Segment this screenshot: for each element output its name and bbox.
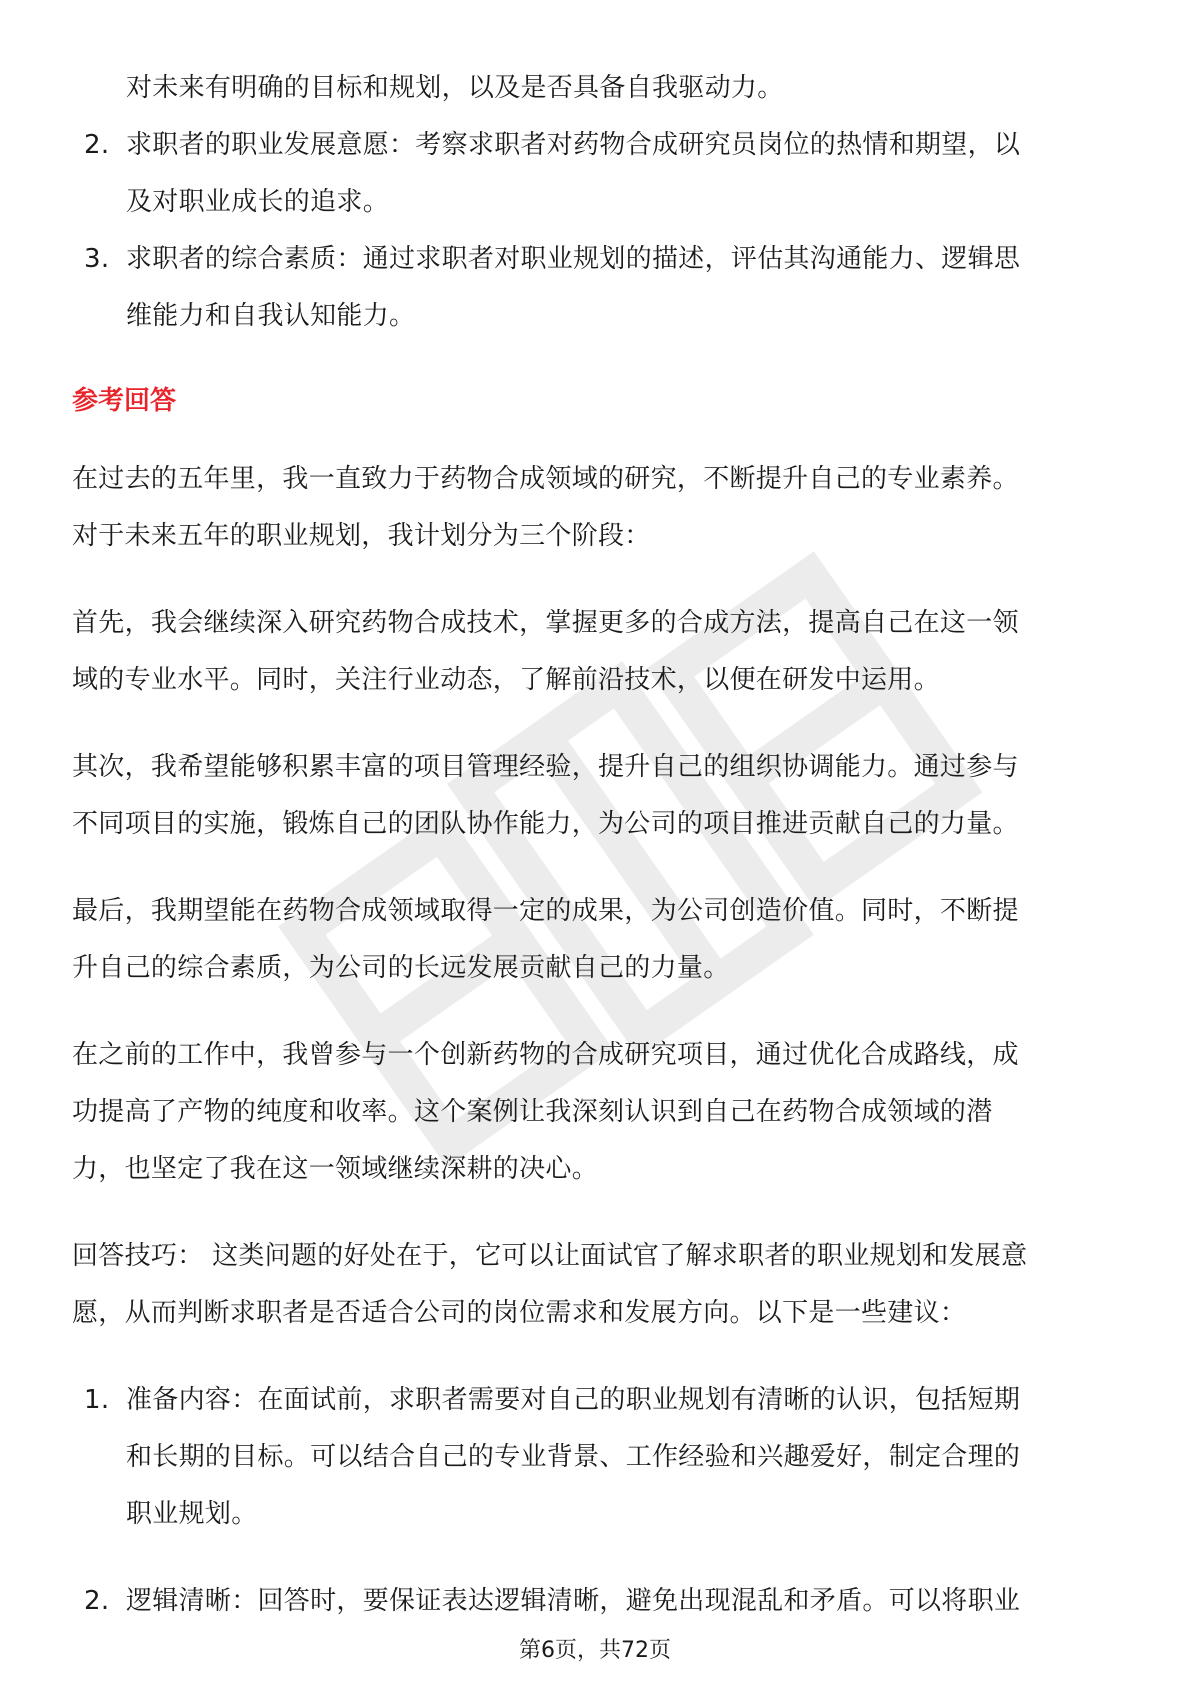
list-item (72, 1372, 1120, 1543)
list-number: 3. (84, 244, 110, 274)
paragraph (72, 595, 1120, 709)
list-line: 逻辑清晰：回答时，要保证表达逻辑清晰，避免出现混乱和矛盾。可以将职业 (126, 1586, 1021, 1616)
paragraph-line: 最后，我期望能在药物合成领域取得一定的成果，为公司创造价值。同时，不断提 (72, 896, 1019, 926)
paragraph-line: 功提高了产物的纯度和收率。这个案例让我深刻认识到自己在药物合成领域的潜 (72, 1097, 993, 1127)
paragraph (72, 883, 1120, 997)
paragraph (72, 451, 1120, 565)
paragraph-line: 回答技巧： 这类问题的好处在于，它可以让面试官了解求职者的职业规划和发展意 (72, 1241, 1028, 1271)
paragraph-line: 域的专业水平。同时，关注行业动态，了解前沿技术，以便在研发中运用。 (72, 665, 940, 695)
list-item (72, 1573, 1120, 1630)
paragraph-line: 不同项目的实施，锻炼自己的团队协作能力，为公司的项目推进贡献自己的力量。 (72, 809, 1019, 839)
paragraph-line: 首先，我会继续深入研究药物合成技术，掌握更多的合成方法，提高自己在这一领 (72, 608, 1019, 638)
list-number: 2. (84, 130, 110, 160)
list-item (72, 117, 1120, 231)
section-heading: 参考回答 (72, 386, 177, 416)
list-number: 1. (84, 1385, 110, 1415)
list-line: 及对职业成长的追求。 (126, 187, 390, 217)
paragraph-line: 其次，我希望能够积累丰富的项目管理经验，提升自己的组织协调能力。通过参与 (72, 752, 1019, 782)
paragraph-line: 在过去的五年里，我一直致力于药物合成领域的研究，不断提升自己的专业素养。 (72, 464, 1019, 494)
list-item-continuation: 对未来有明确的目标和规划，以及是否具备自我驱动力。 (126, 73, 784, 103)
list-line: 准备内容：在面试前，求职者需要对自己的职业规划有清晰的认识，包括短期 (126, 1385, 1021, 1415)
list-item (72, 231, 1120, 345)
paragraph-line: 对于未来五年的职业规划，我计划分为三个阶段： (72, 521, 651, 551)
list-line: 职业规划。 (126, 1499, 258, 1529)
paragraph-line: 在之前的工作中，我曾参与一个创新药物的合成研究项目，通过优化合成路线，成 (72, 1040, 1019, 1070)
paragraph (72, 739, 1120, 853)
page-footer: 第6页，共72页 (519, 1638, 671, 1663)
content-area (72, 60, 1120, 1630)
list-number: 2. (84, 1586, 110, 1616)
paragraph (72, 1027, 1120, 1198)
paragraph-line: 愿，从而判断求职者是否适合公司的岗位需求和发展方向。以下是一些建议： (72, 1298, 967, 1328)
paragraph (72, 1228, 1120, 1342)
list-line: 维能力和自我认知能力。 (126, 301, 416, 331)
list-line: 和长期的目标。可以结合自己的专业背景、工作经验和兴趣爱好，制定合理的 (126, 1442, 1021, 1472)
list-line: 求职者的职业发展意愿：考察求职者对药物合成研究员岗位的热情和期望，以 (126, 130, 1021, 160)
spacer (72, 1543, 1120, 1573)
list-line: 求职者的综合素质：通过求职者对职业规划的描述，评估其沟通能力、逻辑思 (126, 244, 1021, 274)
paragraph-line: 升自己的综合素质，为公司的长远发展贡献自己的力量。 (72, 953, 730, 983)
paragraph-line: 力，也坚定了我在这一领域继续深耕的决心。 (72, 1154, 599, 1184)
